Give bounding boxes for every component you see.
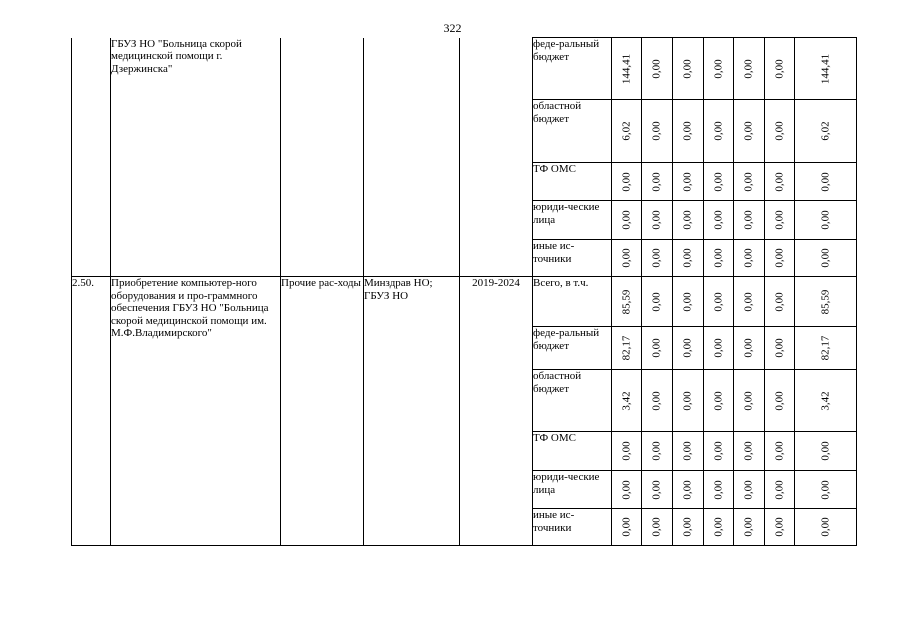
funding-source: иные ис-точники [533, 240, 612, 277]
value: 0,00 [712, 291, 724, 312]
value-cell [704, 240, 734, 277]
funding-source: Всего, в т.ч. [533, 277, 612, 327]
value-cell [765, 163, 795, 201]
value-cell [673, 38, 704, 100]
value-cell [642, 201, 673, 240]
value: 0,00 [742, 121, 755, 141]
value-cell [612, 38, 642, 100]
value-cell [642, 370, 673, 432]
value-cell [612, 277, 642, 327]
value: 0,00 [681, 210, 694, 230]
value: 0,00 [620, 441, 632, 461]
value-cell [642, 471, 673, 509]
value-cell [734, 432, 765, 471]
funding-source: ТФ ОМС [533, 163, 612, 201]
value: 0,00 [650, 248, 663, 268]
measure-name: ГБУЗ НО "Больница скорой медицинской помощи г. Дзержинска" [111, 38, 281, 277]
value-cell [765, 240, 795, 277]
value: 0,00 [650, 390, 663, 411]
value-cell [673, 277, 704, 327]
value-cell [642, 240, 673, 277]
value: 3,42 [620, 390, 632, 411]
value-cell [673, 163, 704, 201]
implementation-period [460, 38, 533, 277]
value: 0,00 [650, 441, 663, 461]
value: 0,00 [650, 338, 663, 358]
value: 0,00 [819, 479, 831, 500]
value: 0,00 [712, 58, 724, 79]
value: 0,00 [712, 171, 724, 192]
value-cell [673, 240, 704, 277]
value: 0,00 [650, 479, 663, 500]
value-cell [795, 471, 857, 509]
value: 0,00 [712, 441, 724, 461]
value-cell [765, 277, 795, 327]
value-cell [734, 509, 765, 546]
value-cell [734, 327, 765, 370]
funding-source: феде-ральный бюджет [533, 327, 612, 370]
row-number [72, 38, 111, 277]
value-cell [765, 201, 795, 240]
value-cell [765, 327, 795, 370]
value: 0,00 [620, 210, 632, 230]
value: 0,00 [819, 248, 831, 268]
value: 6,02 [620, 121, 632, 141]
value: 0,00 [681, 121, 694, 141]
value-cell [704, 509, 734, 546]
value-cell [734, 100, 765, 163]
value-cell [673, 432, 704, 471]
value-cell [765, 370, 795, 432]
value-cell [795, 163, 857, 201]
value-cell [795, 240, 857, 277]
value: 0,00 [712, 210, 724, 230]
value-cell [765, 509, 795, 546]
value-cell [673, 471, 704, 509]
executor [364, 38, 460, 277]
value: 85,59 [620, 289, 632, 314]
funding-source: иные ис-точники [533, 509, 612, 546]
value-cell [734, 240, 765, 277]
value-cell [704, 277, 734, 327]
value-cell [612, 471, 642, 509]
value-cell [704, 201, 734, 240]
value-cell [704, 432, 734, 471]
value-cell [734, 471, 765, 509]
value-cell [704, 163, 734, 201]
value: 0,00 [742, 171, 755, 192]
value-cell [612, 370, 642, 432]
value: 82,17 [819, 335, 831, 361]
value-cell [612, 240, 642, 277]
page-number: 322 [443, 21, 462, 35]
value-cell [673, 509, 704, 546]
value: 0,00 [650, 171, 663, 192]
value-cell [765, 38, 795, 100]
expense-type [281, 38, 364, 277]
funding-source: феде-ральный бюджет [533, 38, 612, 100]
value: 0,00 [773, 441, 785, 461]
funding-source: областной бюджет [533, 370, 612, 432]
expense-type: Прочие рас-ходы [281, 277, 364, 546]
value: 0,00 [650, 291, 663, 312]
value: 144,41 [819, 53, 831, 84]
value-cell [612, 201, 642, 240]
value-cell [673, 370, 704, 432]
value: 0,00 [620, 517, 632, 537]
value-cell [795, 201, 857, 240]
value-cell [734, 163, 765, 201]
value: 0,00 [773, 210, 785, 230]
value: 0,00 [681, 171, 694, 192]
value-cell [642, 38, 673, 100]
value: 0,00 [650, 58, 663, 79]
value: 0,00 [773, 121, 785, 141]
value: 0,00 [650, 517, 663, 537]
budget-table [71, 37, 857, 546]
value: 0,00 [742, 338, 755, 358]
value-cell [673, 201, 704, 240]
value-cell [765, 432, 795, 471]
funding-source: ТФ ОМС [533, 432, 612, 471]
value: 0,00 [819, 517, 831, 537]
value: 144,41 [620, 53, 632, 84]
value: 0,00 [712, 121, 724, 141]
funding-source: юриди-ческие лица [533, 201, 612, 240]
value: 0,00 [773, 58, 785, 79]
value: 0,00 [819, 210, 831, 230]
value-cell [612, 432, 642, 471]
value-cell [795, 277, 857, 327]
value: 0,00 [650, 121, 663, 141]
value: 0,00 [712, 390, 724, 411]
value-cell [673, 100, 704, 163]
value: 0,00 [681, 248, 694, 268]
value-cell [795, 38, 857, 100]
value-cell [612, 100, 642, 163]
value: 0,00 [819, 171, 831, 192]
value-cell [704, 100, 734, 163]
value: 0,00 [742, 390, 755, 411]
value: 0,00 [712, 338, 724, 358]
value: 0,00 [681, 441, 694, 461]
funding-source: юриди-ческие лица [533, 471, 612, 509]
value-cell [704, 327, 734, 370]
value: 0,00 [773, 517, 785, 537]
value-cell [704, 370, 734, 432]
value-cell [612, 509, 642, 546]
value: 0,00 [773, 390, 785, 411]
value: 0,00 [712, 479, 724, 500]
executor: Минздрав НО; ГБУЗ НО [364, 277, 460, 546]
value-cell [642, 163, 673, 201]
value-cell [704, 38, 734, 100]
value-cell [642, 509, 673, 546]
value: 0,00 [742, 441, 755, 461]
value-cell [612, 163, 642, 201]
value: 0,00 [650, 210, 663, 230]
value-cell [704, 471, 734, 509]
value: 6,02 [819, 121, 831, 141]
value: 0,00 [742, 210, 755, 230]
value: 0,00 [620, 171, 632, 192]
funding-source: областной бюджет [533, 100, 612, 163]
value: 0,00 [819, 441, 831, 461]
table-row [72, 277, 857, 327]
value: 82,17 [620, 335, 632, 361]
value: 0,00 [773, 479, 785, 500]
value: 0,00 [681, 390, 694, 411]
value-cell [795, 432, 857, 471]
value: 0,00 [773, 248, 785, 268]
value-cell [795, 100, 857, 163]
value-cell [642, 432, 673, 471]
value-cell [673, 327, 704, 370]
value-cell [612, 327, 642, 370]
value: 3,42 [819, 390, 831, 411]
value: 0,00 [712, 517, 724, 537]
value: 0,00 [742, 291, 755, 312]
table-row [72, 38, 857, 100]
value: 0,00 [742, 248, 755, 268]
value: 0,00 [773, 171, 785, 192]
value-cell [795, 509, 857, 546]
value-cell [765, 471, 795, 509]
value: 0,00 [773, 338, 785, 358]
value: 0,00 [681, 338, 694, 358]
value-cell [734, 38, 765, 100]
value: 0,00 [742, 58, 755, 79]
value: 0,00 [742, 479, 755, 500]
value: 0,00 [681, 517, 694, 537]
value: 0,00 [620, 248, 632, 268]
value-cell [734, 277, 765, 327]
value-cell [795, 370, 857, 432]
value-cell [642, 100, 673, 163]
measure-name: Приобретение компьютер-ного оборудования и про-граммного обеспечения ГБУЗ НО "Больница скорой медицинской помощи им. М.Ф.Владимирского" [111, 277, 281, 546]
value: 85,59 [819, 289, 831, 314]
implementation-period: 2019-2024 [460, 277, 533, 546]
value-cell [734, 201, 765, 240]
value-cell [795, 327, 857, 370]
value: 0,00 [681, 58, 694, 79]
value: 0,00 [681, 479, 694, 500]
row-number: 2.50. [72, 277, 111, 546]
value: 0,00 [773, 291, 785, 312]
value-cell [642, 327, 673, 370]
value-cell [642, 277, 673, 327]
value: 0,00 [742, 517, 755, 537]
value: 0,00 [712, 248, 724, 268]
value-cell [734, 370, 765, 432]
value-cell [765, 100, 795, 163]
value: 0,00 [620, 479, 632, 500]
value: 0,00 [681, 291, 694, 312]
